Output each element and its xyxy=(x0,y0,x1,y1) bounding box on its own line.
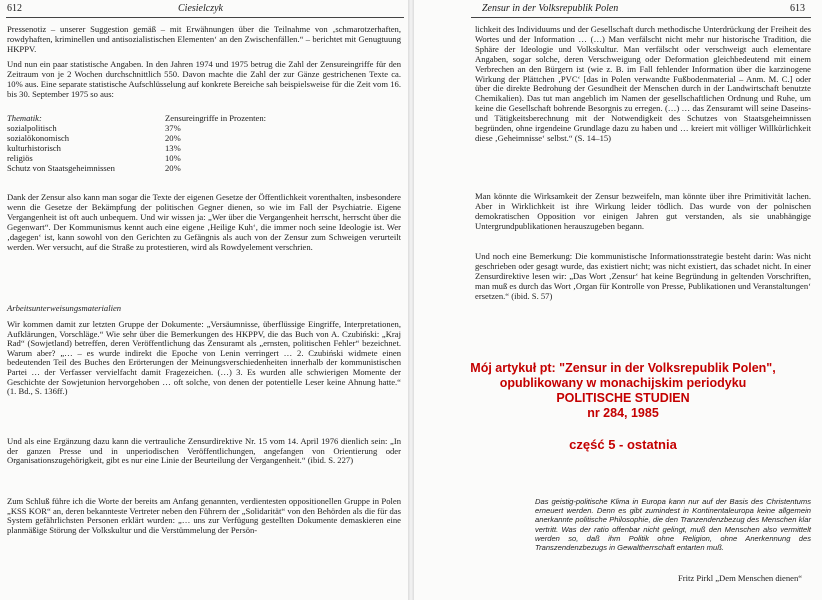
quote-attribution: Fritz Pirkl „Dem Menschen dienen“ xyxy=(678,573,803,583)
section-subheading: Arbeitsunterweisungsmaterialien xyxy=(7,303,122,313)
running-head-right: Zensur in der Volksrepublik Polen xyxy=(482,3,619,14)
table-header-row xyxy=(7,114,401,124)
table-cell-value: 10% xyxy=(165,152,181,163)
statistics-table xyxy=(7,114,401,173)
table-cell-value: 13% xyxy=(165,142,181,153)
table-cell-topic: Schutz von Staatsgeheimnissen xyxy=(7,162,115,173)
author-note-line-1: Mój artykuł pt: "Zensur in der Volksrepublik Polen", xyxy=(470,361,776,375)
paragraph-3-right: Und noch eine Bemerkung: Die kommunistische Informationsstrategie besteht darin: Was nicht geschrieben oder gesagt wurde, das existiert nicht; was nicht existiert, das schadet nicht. In einer Zensurdirektive lesen wir: „Das Wort ‚Zensur‘ hat keine Begründung in geltenden Vorschriften, man muß es durch das Wort ‚Organ für Kontrolle von Presse, Publikationen und Veranstaltungen‘ ersetzen.“ (ibid. S. 57) xyxy=(475,251,811,301)
table-cell-topic: religiös xyxy=(7,152,33,163)
paragraph-5-left: Und als eine Ergänzung dazu kann die vertrauliche Zensurdirektive Nr. 15 vom 14. April 1976 dienlich sein: „In der ganzen Presse und in unperiodischen Veröffentlichungen, angefangen von Orientierung oder Organisationszugehörigkeit, gibt es nur eine Linie der Beurteilung der Vergangenheit.“ (ibid. S. 227) xyxy=(7,436,401,466)
author-note-line-2: opublikowany w monachijskim periodyku xyxy=(499,376,747,390)
paragraph-3-left: Dank der Zensur also kann man sogar die Texte der eigenen Gesetze der Öffentlichkeit vorenthalten, insbesondere wenn die Gesetze der Bekämpfung der politischen Gegner dienen, so wie im Fall der Psychiatrie. Eigene Vergangenheit ist oft auch unbequem. Und wir wissen ja: „Wer über die Vergangenheit herrscht, herrscht über die Gegenwart“. Der Kommunismus kennt auch eine eigene ‚Heilige Kuh‘, die immer noch seine Ideologie ist. Wer ‚dagegen‘ ist, kann sowohl von den Gerichten zu Gefängnis als auch von der Zensur zum Schweigen verurteilt werden. Wer versucht, auf die Straße zu protestieren, wird als Rowdyelement verschrien. xyxy=(7,192,401,252)
table-cell-value: 20% xyxy=(165,132,181,143)
page-number-right: 613 xyxy=(790,3,805,14)
epigraph-quote: Das geistig-politische Klima in Europa kann nur auf der Basis des Christentums erneuert werden. Denn es gibt zumindest in Kontinentaleuropa keine allgemein anerkannte politische Philosophie, die den Tranzendenzbezug des Menschen klar vertritt. Was der ratio offenbar nicht gelingt, muß den Menschen also vermittelt werden so, daß ihm Politik ohne Religion, ohne Anerkennung des Transzendenzbezugs in Gewaltherrschaft entarten muß. xyxy=(535,497,811,553)
paragraph-1-left: Pressenotiz – unserer Suggestion gemäß – mit Erwähnungen über die Teilnahme von ‚schmarotzerhaften, rowdyhaften, kriminellen und antisozialistischen Elementen‘ an den Zwischenfällen.“ – berichtet mit Genugtuung HKPPV. xyxy=(7,24,401,54)
paragraph-4-left: Wir kommen damit zur letzten Gruppe der Dokumente: „Versäumnisse, überflüssige Eingriffe, Interpretationen, Aufklärungen, Vorschläge.“ Wie sehr über die Bemerkungen des HKPPV, die das Buch von A. Czubiński: „Kraj Rad“ (Sowjetland) betreffen, deren Veröffentlichung das Zensuramt als „ernsten, politischen Fehler“ bezeichnet. Warum aber? „… – es wurde indirekt die Epoche von Lenin verringert … 2. Czubiński widmete einen bedeutenden Teil des Buches den Erörterungen der Meinungsverschiedenheiten innerhalb der kommunistischen Partei … der Verfasser vervielfacht damit Fragezeichen. (…) 3. Es wurden alle schwierigen Momente der Geschichte der Sowjetunion hervorgehoben … oft solche, von denen der potentielle Leser keine Ahnung hatte.“ (1. Bd., S. 136ff.) xyxy=(7,319,401,397)
table-header-topic: Thematik: xyxy=(7,113,42,123)
table-row xyxy=(7,164,401,174)
paragraph-2-left: Und nun ein paar statistische Angaben. In den Jahren 1974 und 1975 betrug die Zahl der Zensureingriffe für den Zeitraum von je 2 Wochen durchschnittlich 550. Davon machte die Zahl der zur Gänze gestrichenen Texte ca. 10% aus. Eine separate statistische Aufschlüsselung auf konkrete Bereiche sah beispielsweise für die Zeit vom 16. bis 30. September 1975 so aus: xyxy=(7,59,401,99)
table-cell-topic: sozialpolitisch xyxy=(7,122,57,133)
table-cell-topic: sozialökonomisch xyxy=(7,132,70,143)
page-number-left: 612 xyxy=(7,3,22,14)
running-head-left: Ciesielczyk xyxy=(178,3,223,14)
table-cell-value: 37% xyxy=(165,122,181,133)
author-note-line-3: POLITISCHE STUDIEN xyxy=(556,391,690,405)
table-header-value: Zensureingriffe in Prozenten: xyxy=(165,113,267,123)
paragraph-2-right: Man könnte die Wirksamkeit der Zensur bezweifeln, man könnte über ihre Primitivität lachen. Aber in Wirklichkeit ist ihre Wirkung leider tödlich. Das wurde von der polnischen demokratischen Opposition vor einigen Jahren gut verstanden, als sie unabhängige Untergrundpublikationen herauszugeben begann. xyxy=(475,191,811,231)
table-cell-topic: kulturhistorisch xyxy=(7,142,61,153)
table-row xyxy=(7,144,401,154)
paragraph-6-left: Zum Schluß führe ich die Worte der bereits am Anfang genannten, verdientesten oppositionellen Gruppe in Polen „KSS KOR“ an, deren bekannteste Vertreter neben den Führern der „Solidarität“ von den Behörden als die für das System gefährlichsten Personen erklärt wurden: „… uns zur Verfügung gestellten Dokumente demaskieren eine planmäßige Störung der Volkskultur und die Verstümmelung der Persön- xyxy=(7,496,401,535)
author-note-line-5: część 5 - ostatnia xyxy=(569,437,677,452)
right-page xyxy=(411,0,822,600)
table-cell-value: 20% xyxy=(165,162,181,173)
paragraph-1-right: lichkeit des Individuums und der Gesellschaft durch methodische Unterdrückung der Freiheit des Wortes und der Information … (…) Man verfälscht nicht mehr nur historische Tradition, die Sphäre der Ideologie und Volkskultur. Man verfälscht oder verschweigt auch elementare Angaben, sogar solche, deren Verschweigung oder Deformation gleichbedeutend mit einem Verbrechen an den Bürgern ist (wie z. B. im Fall fehlender Information über die karzinogene Wirkung der Plättchen ‚PVC‘ [das in Polen verwandte Fußbodenmaterial – Anm. M. C.] oder über die direkte Bedrohung der Gesundheit der Menschen durch in der Landwirtschaft benutzte Chemikalien). Das tut man angeblich im Namen der gesellschaftlichen Ordnung und Ruhe, um keine die Gesellschaft bohrende Besorgnis zu erregen. (…) … das Zensuramt will seine Daseins- und Tätigkeitsberechnung mit der Notwendigkeit des Schutzes von Staatsgeheimnissen begründen, ohne irgendeine Grundlage dazu zu haben und … kreiert mit völliger Willkürlichkeit diese ‚Geheimnisse‘ selbst.“ (S. 14–15) xyxy=(475,24,811,143)
header-rule-left xyxy=(6,17,404,18)
header-rule-right xyxy=(471,17,811,18)
author-note-line-4: nr 284, 1985 xyxy=(587,406,659,420)
table-row xyxy=(7,134,401,144)
